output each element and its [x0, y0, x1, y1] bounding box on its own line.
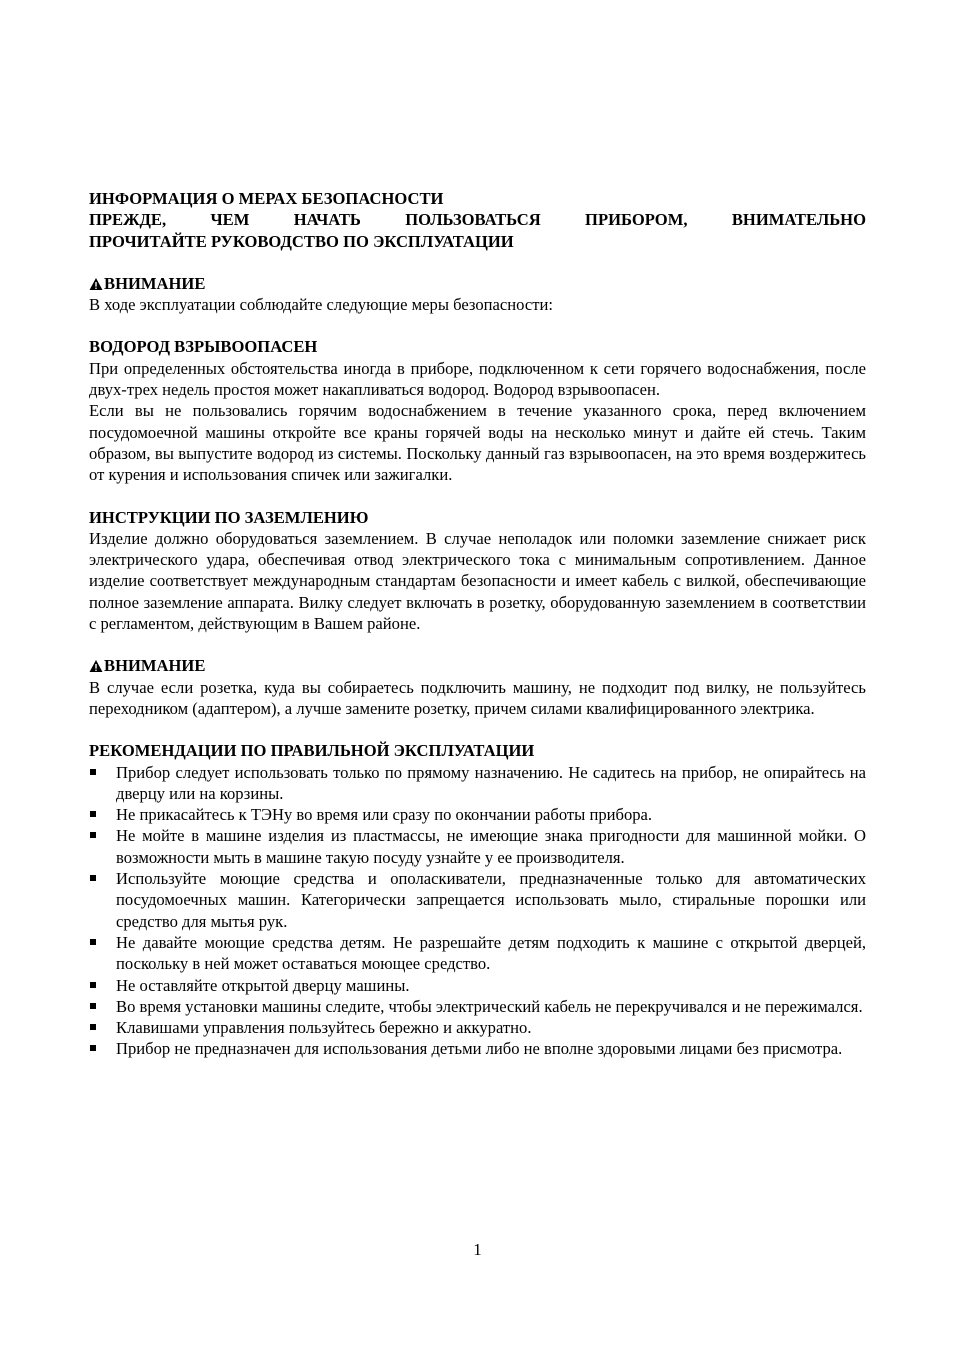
bullet-icon	[90, 832, 96, 838]
warning-text-1: В ходе эксплуатации соблюдайте следующие меры безопасности:	[89, 295, 553, 315]
page-number: 1	[473, 1240, 482, 1259]
spacer	[89, 252, 866, 273]
bullet-icon	[90, 811, 96, 817]
doc-title: ИНФОРМАЦИЯ О МЕРАХ БЕЗОПАСНОСТИ	[89, 189, 444, 208]
doc-subtitle-line1: ПРЕЖДЕ, ЧЕМ НАЧАТЬ ПОЛЬЗОВАТЬСЯ ПРИБОРОМ, ВНИМАТЕЛЬНО	[89, 210, 866, 230]
warning-heading-2-label: ВНИМАНИЕ	[104, 656, 206, 676]
list-item-text: Не прикасайтесь к ТЭНу во время или сразу по окончании работы прибора.	[116, 805, 653, 825]
recommendations-list	[89, 762, 866, 1060]
bullet-icon	[90, 939, 96, 945]
recommendations-heading: РЕКОМЕНДАЦИИ ПО ПРАВИЛЬНОЙ ЭКСПЛУАТАЦИИ	[89, 741, 535, 761]
list-item-text: Не оставляйте открытой дверцу машины.	[116, 975, 410, 995]
list-item	[89, 804, 866, 825]
grounding-heading: ИНСТРУКЦИИ ПО ЗАЗЕМЛЕНИЮ	[89, 507, 369, 527]
list-item	[89, 932, 866, 975]
spacer	[89, 719, 866, 740]
list-item-text: Клавишами управления пользуйтесь бережно и аккуратно.	[116, 1018, 532, 1038]
list-item	[89, 1038, 866, 1059]
warning-heading-1-label: ВНИМАНИЕ	[104, 273, 206, 293]
spacer	[89, 634, 866, 655]
warning-triangle-icon	[89, 659, 103, 673]
warning-heading-2	[89, 655, 866, 676]
list-item	[89, 1017, 866, 1038]
list-item	[89, 975, 866, 996]
list-item	[89, 868, 866, 932]
list-item-text: Прибор не предназначен для использования детьми либо не вполне здоровыми лицами без присмотра.	[116, 1039, 843, 1059]
bullet-icon	[90, 769, 96, 775]
hydrogen-para-2: Если вы не пользовались горячим водоснабжением в течение указанного срока, перед включением посудомоечной машины откройте все краны горячей воды на несколько минут и дайте ей стечь. Таким образом, вы выпустите водород из системы. Поскольку данный газ взрывоопасен, на это время воздержитесь от курения и использования спичек или зажигалки.	[89, 401, 866, 485]
document-page	[89, 188, 866, 1060]
list-item-text: Не давайте моющие средства детям. Не разрешайте детям подходить к машине с открытой дверцей, поскольку в ней может оставаться моющее средство.	[116, 932, 866, 974]
bullet-icon	[90, 1024, 96, 1030]
list-item	[89, 825, 866, 868]
list-item-text: Используйте моющие средства и ополаскиватели, предназначенные только для автоматических посудомоечных машин. Категорически запрещается использовать мыло, стиральные порошки или средство для мытья рук.	[116, 869, 866, 931]
list-item-text: Прибор следует использовать только по прямому назначению. Не садитесь на прибор, не опирайтесь на дверцу или на корзины.	[116, 762, 866, 803]
list-item	[89, 762, 866, 805]
hydrogen-para-1: При определенных обстоятельства иногда в приборе, подключенном к сети горячего водоснабжения, после двух-трех недель простоя может накапливаться водород. Водород взрывоопасен.	[89, 358, 866, 400]
list-item	[89, 996, 866, 1017]
list-item-text: Во время установки машины следите, чтобы электрический кабель не перекручивался и не пережимался.	[116, 996, 863, 1016]
bullet-icon	[90, 1003, 96, 1009]
bullet-icon	[90, 1045, 96, 1051]
warning-heading-1	[89, 273, 866, 294]
list-item-text: Не мойте в машине изделия из пластмассы, не имеющие знака пригодности для машинной мойки. О возможности мыть в машине такую посуду узнайте у ее производителя.	[116, 826, 866, 867]
hydrogen-heading: ВОДОРОД ВЗРЫВООПАСЕН	[89, 337, 318, 357]
grounding-para: Изделие должно оборудоваться заземлением. В случае неполадок или поломки заземление снижает риск электрического удара, обеспечивая отвод электрического тока с минимальным сопротивлением. Данное изделие соответствует международным стандартам безопасности и имеет кабель с вилкой, обеспечивающие полное заземление аппарата. Вилку следует включать в розетку, оборудованную заземлением в соответствии с регламентом, действующим в Вашем районе.	[89, 528, 866, 634]
doc-subtitle-line2: ПРОЧИТАЙТЕ РУКОВОДСТВО ПО ЭКСПЛУАТАЦИИ	[89, 231, 514, 251]
bullet-icon	[90, 875, 96, 881]
spacer	[89, 315, 866, 336]
warning-triangle-icon	[89, 277, 103, 291]
bullet-icon	[90, 982, 96, 988]
warning-text-2: В случае если розетка, куда вы собираетесь подключить машину, не подходит под вилку, не пользуйтесь переходником (адаптером), а лучше замените розетку, причем силами квалифицированного электрика.	[89, 677, 866, 718]
spacer	[89, 486, 866, 507]
